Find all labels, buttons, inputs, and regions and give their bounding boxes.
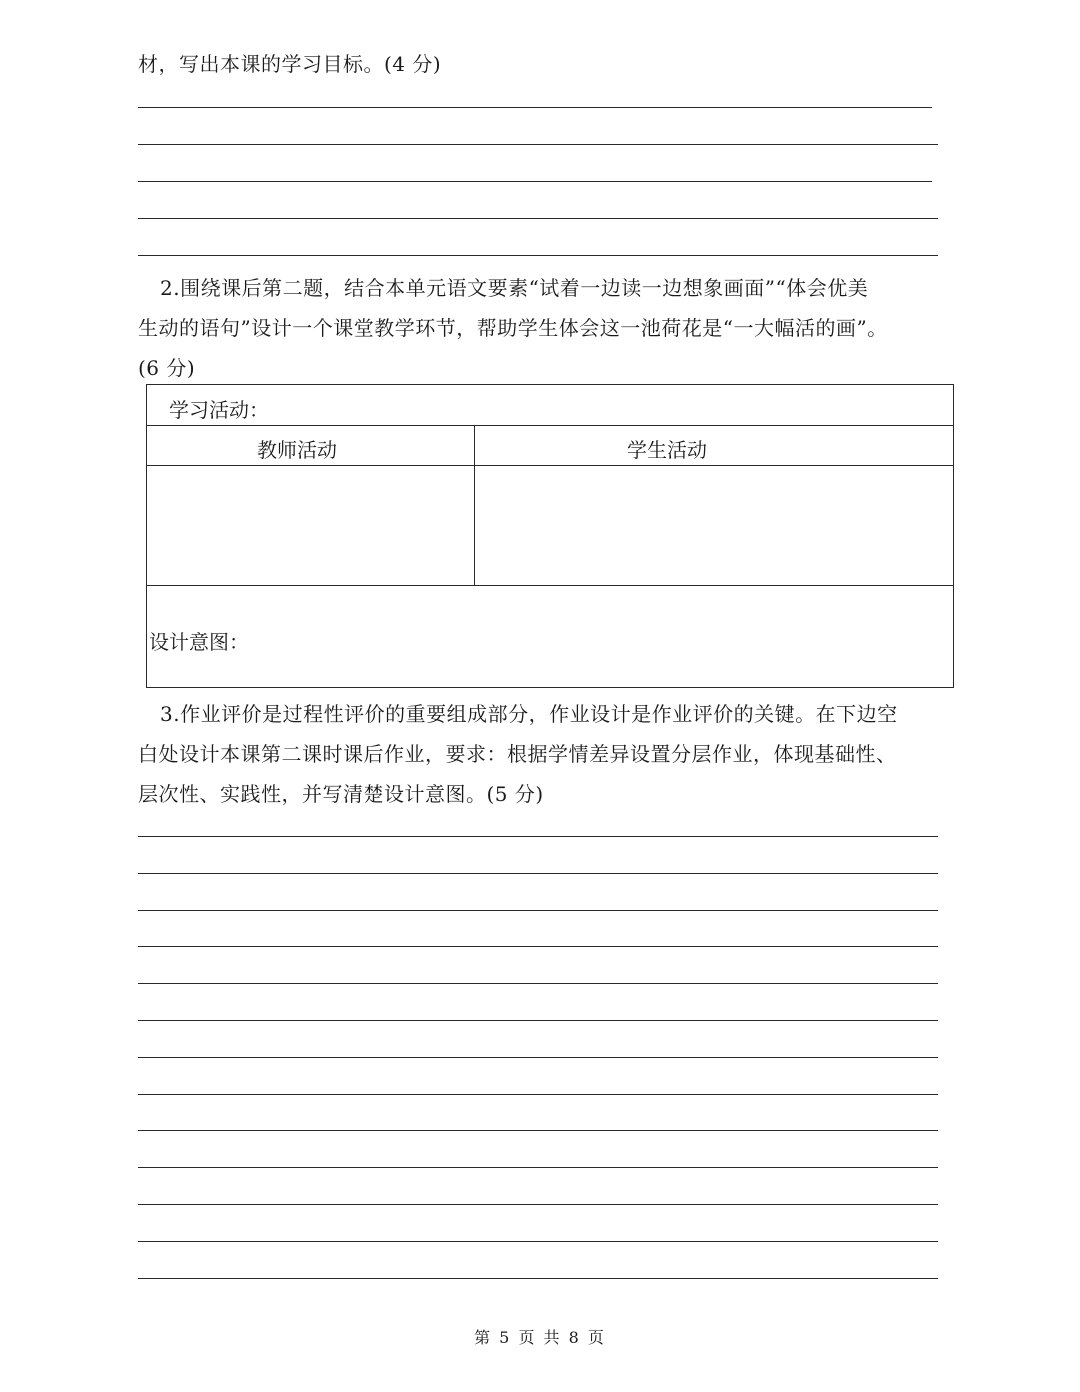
q3-prompt-line-1: 3.作业评价是过程性评价的重要组成部分，作业设计是作业评价的关键。在下边空 bbox=[160, 702, 898, 726]
q3-answer-line[interactable] bbox=[138, 1130, 938, 1131]
q3-answer-line[interactable] bbox=[138, 836, 938, 837]
q2-prompt-line-2: 生动的语句”设计一个课堂教学环节，帮助学生体会这一池荷花是“一大幅活的画”。 bbox=[138, 316, 888, 340]
design-intent-label: 设计意图： bbox=[149, 630, 249, 654]
q1-continuation-text: 材，写出本课的学习目标。(4 分) bbox=[138, 52, 442, 76]
learning-activity-table bbox=[146, 384, 954, 688]
q3-answer-line[interactable] bbox=[138, 1278, 938, 1279]
table-title: 学习活动： bbox=[169, 398, 269, 422]
q3-answer-line[interactable] bbox=[138, 1241, 938, 1242]
student-activity-header: 学生活动 bbox=[627, 438, 707, 462]
q2-prompt-line-3: (6 分) bbox=[138, 356, 196, 380]
table-divider bbox=[147, 425, 953, 426]
student-activity-cell[interactable] bbox=[485, 475, 945, 585]
q3-answer-line[interactable] bbox=[138, 1094, 938, 1095]
table-column-divider bbox=[474, 425, 475, 585]
q3-answer-line[interactable] bbox=[138, 1057, 938, 1058]
q3-answer-line[interactable] bbox=[138, 910, 938, 911]
teacher-activity-header: 教师活动 bbox=[257, 438, 337, 462]
teacher-activity-cell[interactable] bbox=[157, 475, 467, 585]
table-divider bbox=[147, 585, 953, 586]
q3-prompt-line-3: 层次性、实践性，并写清楚设计意图。(5 分) bbox=[138, 782, 544, 806]
table-divider bbox=[147, 465, 953, 466]
page-number: 第 5 页 共 8 页 bbox=[474, 1328, 606, 1347]
q3-answer-line[interactable] bbox=[138, 1204, 938, 1205]
q3-answer-line[interactable] bbox=[138, 1020, 938, 1021]
q3-prompt-line-2: 白处设计本课第二课时课后作业，要求：根据学情差异设置分层作业，体现基础性、 bbox=[138, 742, 897, 766]
q2-prompt-line-1: 2.围绕课后第二题，结合本单元语文要素“试着一边读一边想象画面”“体会优美 bbox=[160, 276, 869, 300]
q1-answer-line[interactable] bbox=[138, 181, 932, 182]
q3-answer-line[interactable] bbox=[138, 873, 938, 874]
q3-answer-line[interactable] bbox=[138, 1167, 938, 1168]
q1-answer-line[interactable] bbox=[138, 107, 932, 108]
q1-answer-line[interactable] bbox=[138, 255, 938, 256]
q1-answer-line[interactable] bbox=[138, 218, 938, 219]
q3-answer-line[interactable] bbox=[138, 983, 938, 984]
q3-answer-line[interactable] bbox=[138, 946, 938, 947]
q1-answer-line[interactable] bbox=[138, 144, 938, 145]
